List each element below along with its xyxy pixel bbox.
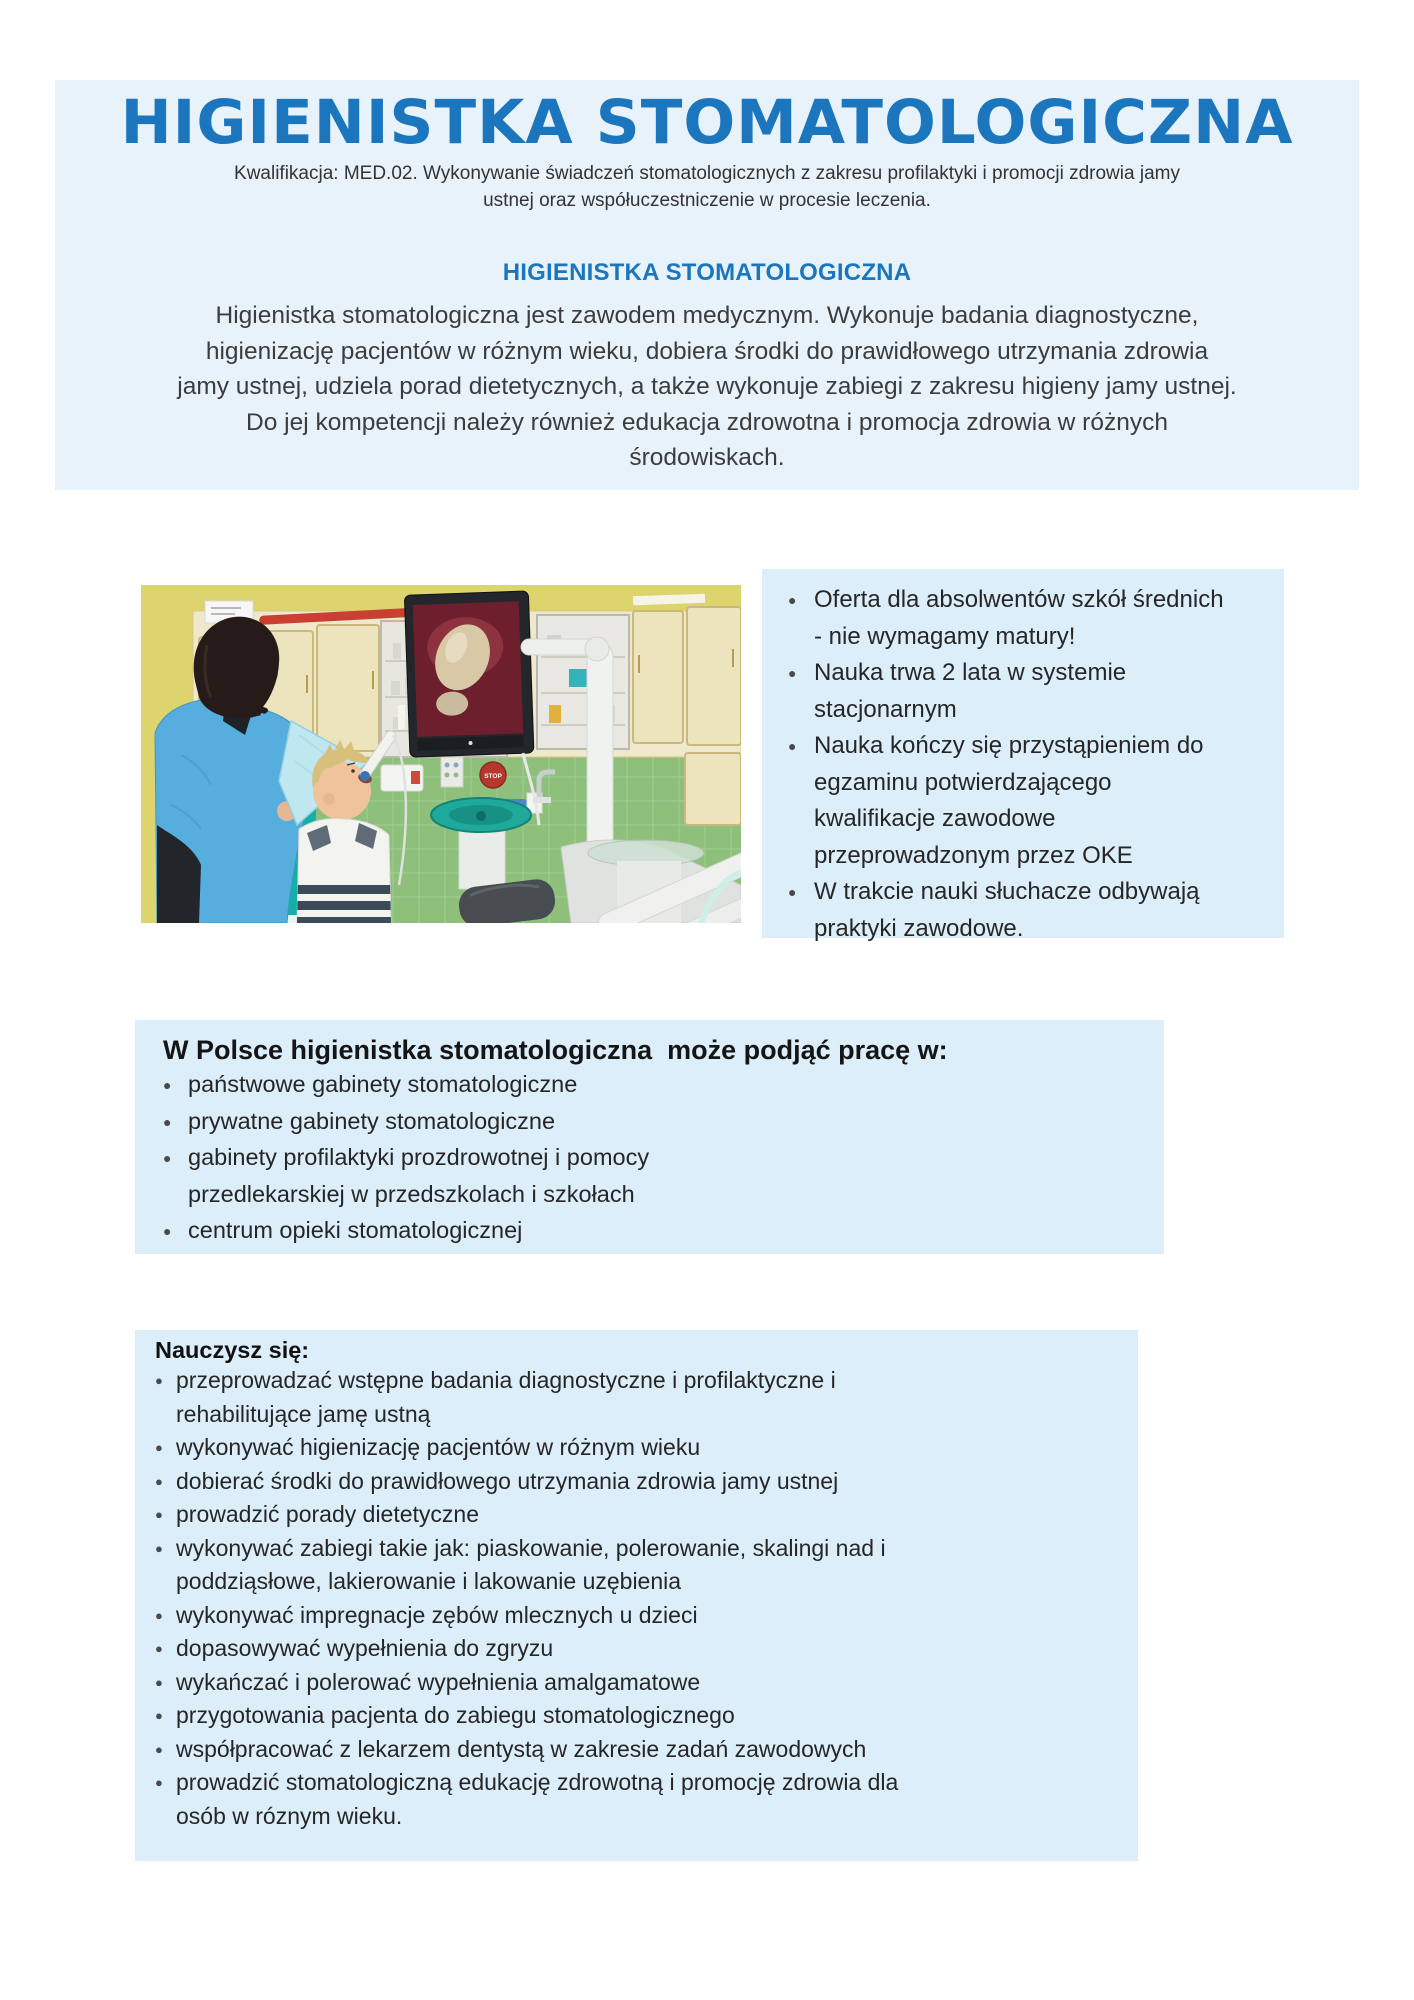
list-item xyxy=(155,1465,1138,1499)
learn-line: poddziąsłowe, lakierowanie i lakowanie uzębienia xyxy=(176,1568,682,1594)
list-item xyxy=(155,1666,1138,1700)
offer-box xyxy=(762,569,1284,942)
learn-line: wykonywać impregnacje zębów mlecznych u dzieci xyxy=(176,1601,698,1628)
list-item xyxy=(155,1766,1138,1833)
bullet-icon: ● xyxy=(788,738,797,754)
work-line: gabinety profilaktyki prozdrowotnej i pomocy xyxy=(188,1144,650,1170)
learn-line: wykonywać zabiegi takie jak: piaskowanie, polerowanie, skalingi nad i xyxy=(176,1534,886,1561)
offer-line: stacjonarnym xyxy=(814,695,957,723)
offer-list xyxy=(788,582,1272,947)
list-item xyxy=(155,1733,1138,1767)
offer-line: przeprowadzonym przez OKE xyxy=(814,841,1133,869)
list-item xyxy=(788,582,1272,655)
offer-line: Oferta dla absolwentów szkół średnich xyxy=(814,586,1224,613)
learn-line: wykańczać i polerować wypełnienia amalgamatowe xyxy=(176,1668,701,1695)
list-item xyxy=(155,1632,1138,1666)
bullet-icon: ● xyxy=(163,1077,172,1093)
learn-line: osób w róznym wieku. xyxy=(176,1802,403,1829)
header-banner xyxy=(55,80,1359,490)
learn-line: współpracować z lekarzem dentystą w zakresie zadań zawodowych xyxy=(176,1735,867,1762)
offer-line: kwalifikacje zawodowe xyxy=(814,805,1056,832)
paragraph-line: środowiskach. xyxy=(629,444,785,472)
paragraph-line: higienizację pacjentów w różnym wieku, dobiera środki do prawidłowego utrzymania zdrowia xyxy=(205,337,1209,365)
list-item xyxy=(163,1139,1164,1212)
bullet-icon: ● xyxy=(788,665,797,681)
list-item xyxy=(163,1103,1164,1140)
bullet-icon: ● xyxy=(155,1440,163,1455)
subtitle-line-1: Kwalifikacja: MED.02. Wykonywanie świadczeń stomatologicznych z zakresu profilaktyki i promocji zdrowia jamy xyxy=(234,163,1180,185)
work-line: centrum opieki stomatologicznej xyxy=(188,1217,523,1243)
offer-line: Nauka kończy się przystąpieniem do xyxy=(814,732,1204,759)
work-line: prywatne gabinety stomatologiczne xyxy=(188,1107,556,1134)
learn-list xyxy=(155,1364,1138,1833)
section-heading: HIGIENISTKA STOMATOLOGICZNA xyxy=(502,259,912,287)
bullet-icon: ● xyxy=(163,1150,172,1166)
page-title: HIGIENISTKA STOMATOLOGICZNA xyxy=(120,87,1294,158)
photo-monitor xyxy=(404,591,534,757)
learn-line: przygotowania pacjenta do zabiegu stomatologicznego xyxy=(176,1702,735,1728)
offer-line: W trakcie nauki słuchacze odbywają xyxy=(814,878,1200,905)
list-item xyxy=(155,1699,1138,1733)
work-line: państwowe gabinety stomatologiczne xyxy=(188,1071,578,1097)
bullet-icon: ● xyxy=(155,1373,163,1388)
offer-line: praktyki zawodowe. xyxy=(814,914,1024,942)
list-item xyxy=(788,728,1272,874)
work-box xyxy=(135,1020,1164,1254)
list-item xyxy=(155,1599,1138,1633)
learn-heading: Nauczysz się: xyxy=(155,1337,310,1363)
learn-line: dobierać środki do prawidłowego utrzymania zdrowia jamy ustnej xyxy=(176,1467,839,1494)
work-heading: W Polsce higienistka stomatologiczna może podjąć pracę w: xyxy=(163,1035,948,1065)
paragraph-line: Higienistka stomatologiczna jest zawodem medycznym. Wykonuje badania diagnostyczne, xyxy=(215,302,1199,330)
offer-line: - nie wymagamy matury! xyxy=(814,622,1076,650)
bullet-icon: ● xyxy=(155,1641,163,1656)
learn-line: przeprowadzać wstępne badania diagnostyczne i profilaktyczne i xyxy=(176,1367,836,1393)
bullet-icon: ● xyxy=(155,1708,163,1723)
learn-line: prowadzić porady dietetyczne xyxy=(176,1501,479,1527)
bullet-icon: ● xyxy=(155,1775,163,1790)
bullet-icon: ● xyxy=(163,1223,172,1239)
learn-box xyxy=(135,1330,1138,1861)
bullet-icon: ● xyxy=(155,1507,163,1522)
list-item xyxy=(155,1532,1138,1599)
work-list xyxy=(163,1066,1164,1249)
list-item xyxy=(155,1498,1138,1532)
intro-paragraph xyxy=(102,298,1312,476)
list-item xyxy=(788,874,1272,947)
bullet-icon: ● xyxy=(155,1473,163,1489)
list-item xyxy=(163,1212,1164,1249)
paragraph-line: jamy ustnej, udziela porad dietetycznych, a także wykonuje zabiegi z zakresu higieny jamy ustnej. xyxy=(177,373,1237,401)
bullet-icon: ● xyxy=(155,1674,163,1690)
qualification-subtitle xyxy=(55,161,1359,215)
bullet-icon: ● xyxy=(155,1540,163,1556)
offer-line: egzaminu potwierdzającego xyxy=(814,768,1112,796)
bullet-icon: ● xyxy=(163,1113,172,1130)
learn-line: wykonywać higienizację pacjentów w różnym wieku xyxy=(176,1434,701,1460)
bullet-icon: ● xyxy=(788,884,797,900)
subtitle-line-2: ustnej oraz współuczestniczenie w procesie leczenia. xyxy=(483,190,931,212)
svg-text:STOP: STOP xyxy=(484,773,502,780)
paragraph-line: Do jej kompetencji należy również edukacja zdrowotna i promocja zdrowia w różnych xyxy=(246,408,1168,436)
work-line: przedlekarskiej w przedszkolach i szkołach xyxy=(188,1180,635,1207)
bullet-icon: ● xyxy=(155,1741,163,1757)
list-item xyxy=(163,1066,1164,1103)
list-item xyxy=(155,1364,1138,1431)
list-item xyxy=(155,1431,1138,1465)
learn-line: prowadzić stomatologiczną edukację zdrowotną i promocję zdrowia dla xyxy=(176,1769,899,1795)
list-item xyxy=(788,655,1272,728)
learn-line: rehabilitujące jamę ustną xyxy=(176,1400,431,1427)
learn-line: dopasowywać wypełnienia do zgryzu xyxy=(176,1635,554,1661)
bullet-icon: ● xyxy=(155,1607,163,1623)
photo-stop-sign xyxy=(480,762,506,788)
dental-office-photo xyxy=(141,585,741,923)
offer-line: Nauka trwa 2 lata w systemie xyxy=(814,659,1127,686)
bullet-icon: ● xyxy=(788,592,797,608)
